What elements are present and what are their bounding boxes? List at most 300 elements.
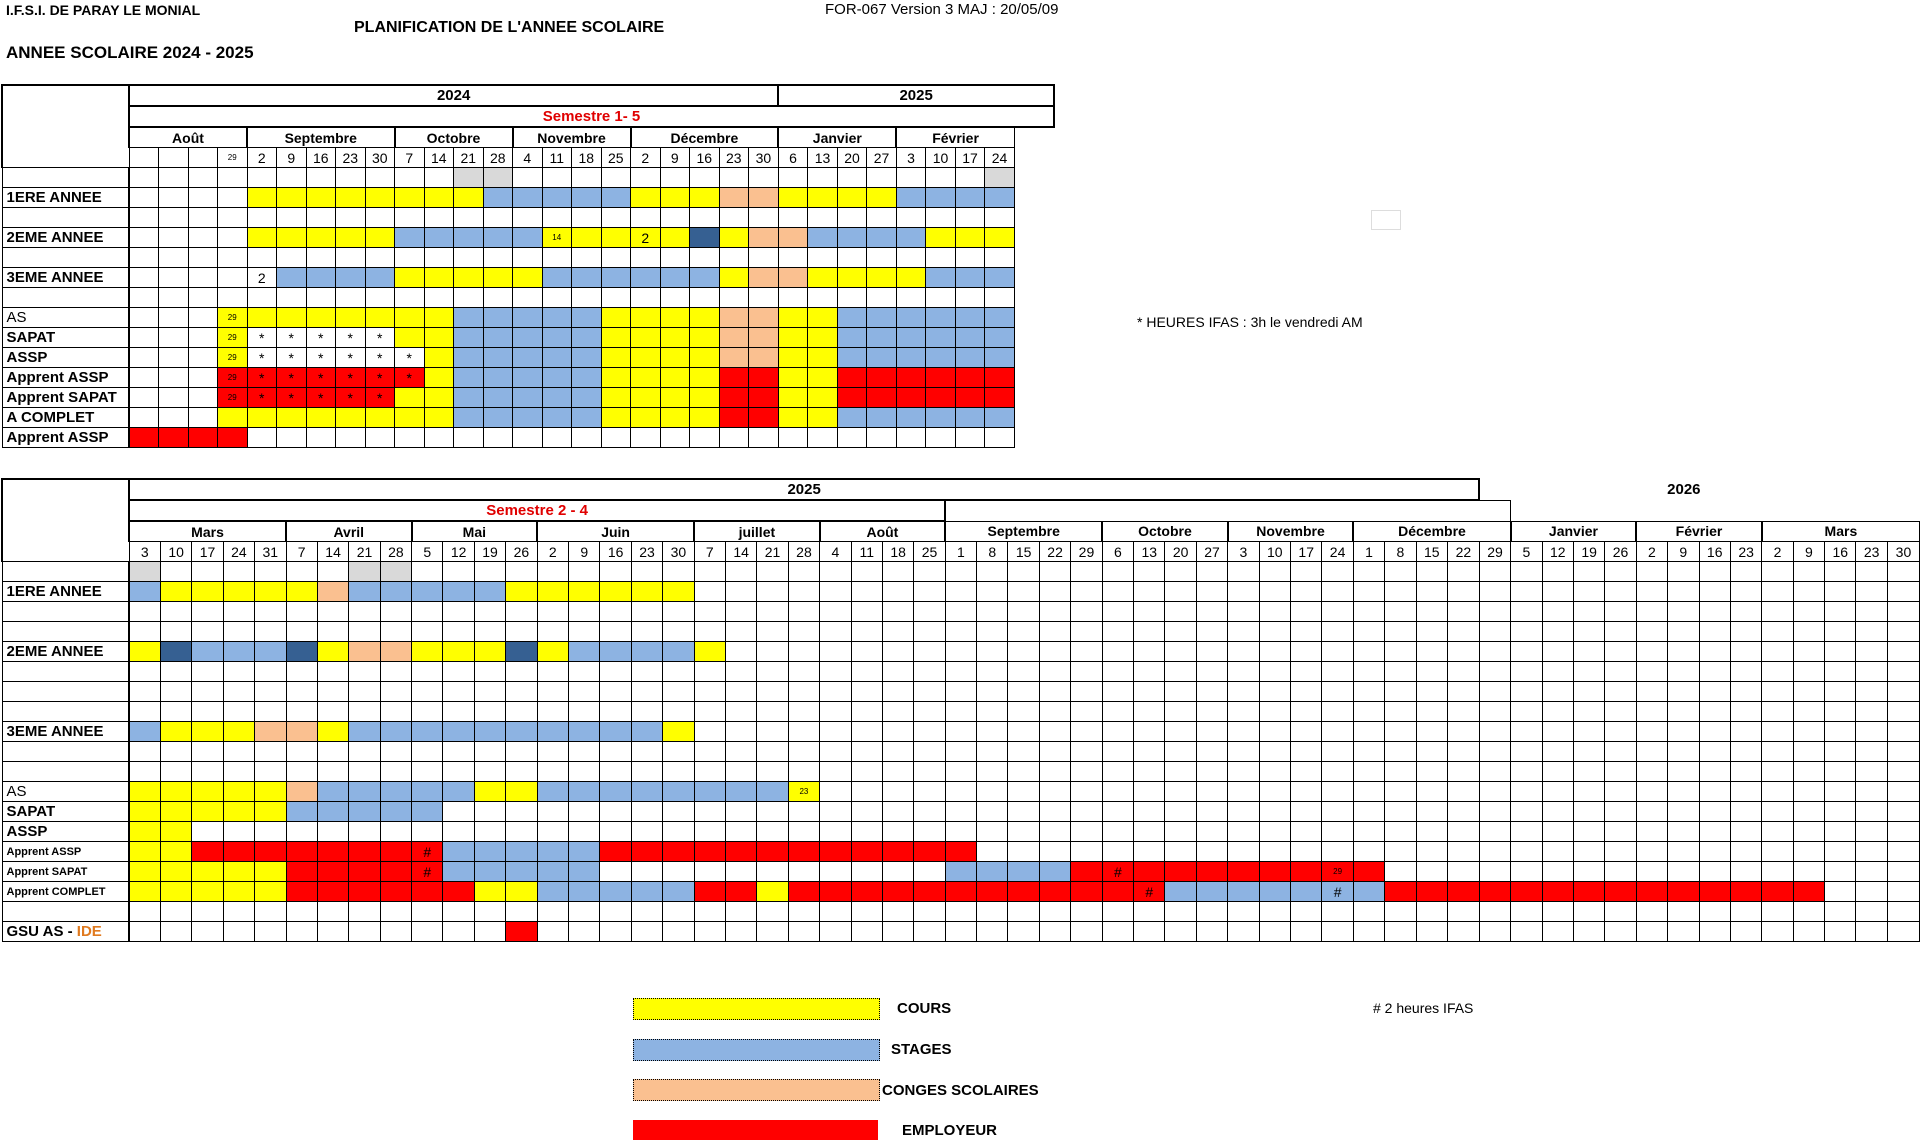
plan-cell	[1008, 562, 1039, 582]
plan-cell	[395, 328, 425, 348]
plan-cell	[474, 882, 505, 902]
plan-cell	[808, 328, 838, 348]
plan-cell	[129, 248, 159, 268]
plan-cell	[1825, 862, 1856, 882]
day-header: 31	[255, 542, 286, 562]
plan-cell	[1039, 722, 1070, 742]
plan-cell	[1542, 682, 1573, 702]
plan-cell	[1353, 842, 1384, 862]
plan-cell	[1196, 682, 1227, 702]
plan-cell	[317, 842, 348, 862]
plan-cell: *	[277, 368, 307, 388]
schedule-row	[2, 348, 1054, 368]
plan-cell	[1165, 762, 1196, 782]
plan-cell	[188, 268, 218, 288]
plan-cell	[286, 562, 317, 582]
plan-cell	[1447, 622, 1479, 642]
plan-cell	[955, 408, 985, 428]
row-label	[2, 562, 129, 582]
plan-cell	[757, 622, 788, 642]
plan-cell	[1039, 582, 1070, 602]
plan-cell	[306, 248, 336, 268]
plan-cell	[380, 722, 411, 742]
plan-cell	[1353, 762, 1384, 782]
plan-cell	[1573, 582, 1604, 602]
plan-cell	[218, 208, 248, 228]
plan-cell	[1887, 862, 1919, 882]
plan-cell	[985, 428, 1015, 448]
plan-cell	[985, 328, 1015, 348]
plan-cell: 29	[1322, 862, 1353, 882]
plan-cell	[129, 762, 160, 782]
plan-cell	[788, 842, 819, 862]
plan-cell	[955, 228, 985, 248]
month-row	[2, 521, 1920, 542]
plan-cell	[1259, 662, 1290, 682]
plan-cell	[1416, 842, 1447, 862]
plan-cell	[513, 428, 543, 448]
plan-cell	[1416, 882, 1447, 902]
plan-cell	[690, 368, 720, 388]
plan-cell	[1416, 742, 1447, 762]
plan-cell	[1259, 842, 1290, 862]
plan-cell	[255, 642, 286, 662]
day-header: 28	[380, 542, 411, 562]
plan-cell	[1196, 722, 1227, 742]
day-header: 3	[1228, 542, 1259, 562]
plan-cell	[694, 582, 725, 602]
plan-cell	[1291, 702, 1322, 722]
plan-cell	[1573, 682, 1604, 702]
plan-cell	[663, 682, 694, 702]
plan-cell	[1071, 562, 1102, 582]
plan-cell	[719, 428, 749, 448]
plan-cell	[506, 642, 537, 662]
row-label	[2, 168, 129, 188]
plan-cell	[286, 702, 317, 722]
plan-cell: *	[365, 348, 395, 368]
plan-cell	[306, 308, 336, 328]
day-header: 2	[1762, 542, 1793, 562]
plan-cell	[694, 702, 725, 722]
plan-cell	[1385, 762, 1416, 782]
plan-cell	[1856, 642, 1887, 662]
plan-cell	[926, 368, 956, 388]
plan-cell	[1887, 582, 1919, 602]
plan-cell	[1479, 862, 1510, 882]
plan-cell	[1730, 562, 1761, 582]
plan-cell	[601, 188, 631, 208]
plan-cell	[218, 268, 248, 288]
plan-cell	[719, 308, 749, 328]
plan-cell	[663, 882, 694, 902]
plan-cell	[945, 662, 976, 682]
row-label: Apprent SAPAT	[2, 388, 129, 408]
plan-cell	[483, 328, 513, 348]
day-row	[2, 148, 1054, 168]
plan-cell	[1228, 662, 1259, 682]
spacer-row	[2, 602, 1920, 622]
plan-cell	[1259, 902, 1290, 922]
row-label	[2, 742, 129, 762]
year-header: 2024	[129, 85, 778, 106]
plan-cell	[1825, 922, 1856, 942]
plan-cell	[537, 562, 568, 582]
plan-cell	[1636, 902, 1667, 922]
plan-cell	[1762, 582, 1793, 602]
plan-cell	[349, 882, 380, 902]
plan-cell	[188, 228, 218, 248]
plan-cell	[286, 582, 317, 602]
plan-cell	[1825, 662, 1856, 682]
plan-cell	[569, 642, 600, 662]
plan-cell	[483, 208, 513, 228]
plan-cell	[1165, 562, 1196, 582]
day-header: 23	[719, 148, 749, 168]
plan-cell	[985, 348, 1015, 368]
plan-cell	[725, 562, 756, 582]
plan-cell	[412, 622, 443, 642]
plan-cell	[631, 842, 662, 862]
plan-cell	[977, 882, 1008, 902]
plan-cell	[896, 288, 926, 308]
plan-cell	[926, 168, 956, 188]
plan-cell	[837, 368, 867, 388]
plan-cell	[600, 742, 631, 762]
plan-cell	[1416, 762, 1447, 782]
plan-cell	[1353, 722, 1384, 742]
schedule-row	[2, 722, 1920, 742]
plan-cell	[694, 742, 725, 762]
plan-cell	[537, 682, 568, 702]
plan-cell	[837, 208, 867, 228]
plan-cell	[537, 702, 568, 722]
plan-cell	[1542, 742, 1573, 762]
plan-cell	[1511, 922, 1542, 942]
spacer-row	[2, 168, 1054, 188]
semester-title: Semestre 1- 5	[129, 106, 1054, 127]
plan-cell	[1196, 662, 1227, 682]
plan-cell	[1793, 802, 1824, 822]
plan-cell	[1291, 762, 1322, 782]
plan-cell	[1134, 802, 1165, 822]
plan-cell	[896, 188, 926, 208]
plan-cell	[1102, 742, 1133, 762]
plan-cell	[694, 602, 725, 622]
plan-cell	[1479, 562, 1510, 582]
plan-cell	[1322, 902, 1353, 922]
plan-cell	[255, 722, 286, 742]
plan-cell	[749, 428, 779, 448]
plan-cell	[955, 288, 985, 308]
plan-cell	[483, 268, 513, 288]
plan-cell	[537, 762, 568, 782]
month-header: Novembre	[513, 127, 631, 148]
plan-cell	[867, 228, 897, 248]
plan-cell	[690, 288, 720, 308]
plan-cell	[1196, 562, 1227, 582]
plan-cell	[788, 602, 819, 622]
plan-cell	[725, 722, 756, 742]
day-header: 19	[474, 542, 505, 562]
plan-cell	[1353, 582, 1384, 602]
plan-cell	[1762, 802, 1793, 822]
plan-cell	[660, 228, 690, 248]
plan-cell	[1259, 802, 1290, 822]
plan-cell	[569, 782, 600, 802]
plan-cell	[443, 682, 474, 702]
plan-cell	[725, 642, 756, 662]
plan-cell	[896, 348, 926, 368]
plan-cell	[1573, 562, 1604, 582]
plan-cell	[1165, 882, 1196, 902]
plan-cell	[569, 702, 600, 722]
plan-cell	[277, 248, 307, 268]
plan-cell	[788, 582, 819, 602]
plan-cell	[1291, 782, 1322, 802]
plan-cell	[336, 408, 366, 428]
plan-cell	[218, 408, 248, 428]
plan-cell	[192, 782, 223, 802]
month-header: Janvier	[778, 127, 896, 148]
plan-cell	[223, 782, 254, 802]
plan-cell	[1668, 622, 1699, 642]
plan-cell	[542, 328, 572, 348]
plan-cell	[600, 782, 631, 802]
plan-cell	[1447, 882, 1479, 902]
plan-cell	[725, 682, 756, 702]
plan-cell	[1762, 902, 1793, 922]
row-label	[2, 602, 129, 622]
plan-cell	[808, 248, 838, 268]
plan-cell	[336, 288, 366, 308]
plan-cell	[985, 228, 1015, 248]
plan-cell	[1511, 562, 1542, 582]
plan-cell	[955, 328, 985, 348]
plan-cell: 2	[631, 228, 661, 248]
plan-cell	[985, 288, 1015, 308]
plan-cell	[757, 702, 788, 722]
day-header: 10	[926, 148, 956, 168]
plan-cell	[663, 862, 694, 882]
plan-cell	[778, 388, 808, 408]
plan-cell	[985, 408, 1015, 428]
plan-cell	[277, 208, 307, 228]
legend-label-cours: COURS	[897, 1000, 952, 1017]
plan-cell	[1762, 562, 1793, 582]
plan-cell	[159, 328, 189, 348]
plan-cell	[317, 802, 348, 822]
plan-cell	[719, 228, 749, 248]
plan-cell	[1762, 602, 1793, 622]
plan-cell	[660, 428, 690, 448]
plan-cell	[694, 622, 725, 642]
plan-cell: 29	[218, 368, 248, 388]
plan-cell	[1039, 822, 1070, 842]
plan-cell	[1699, 802, 1730, 822]
plan-cell	[1134, 642, 1165, 662]
plan-cell	[694, 642, 725, 662]
plan-cell	[896, 248, 926, 268]
plan-cell	[663, 602, 694, 622]
row-label	[2, 662, 129, 682]
label-column-header	[2, 500, 129, 521]
plan-cell	[192, 762, 223, 782]
plan-cell	[542, 308, 572, 328]
plan-cell	[218, 228, 248, 248]
plan-cell	[192, 802, 223, 822]
plan-cell	[977, 742, 1008, 762]
plan-cell	[945, 622, 976, 642]
plan-cell	[631, 248, 661, 268]
plan-cell	[1416, 642, 1447, 662]
plan-cell	[778, 168, 808, 188]
plan-cell	[380, 822, 411, 842]
plan-cell	[663, 842, 694, 862]
plan-cell	[506, 862, 537, 882]
plan-cell	[412, 902, 443, 922]
plan-cell	[506, 842, 537, 862]
plan-cell	[349, 782, 380, 802]
plan-cell	[1699, 862, 1730, 882]
plan-cell	[1699, 842, 1730, 862]
plan-cell	[1762, 922, 1793, 942]
plan-cell	[349, 802, 380, 822]
plan-cell	[1605, 902, 1636, 922]
plan-cell	[159, 268, 189, 288]
plan-cell	[631, 902, 662, 922]
plan-cell	[1479, 802, 1510, 822]
plan-cell	[1511, 582, 1542, 602]
day-header: 20	[837, 148, 867, 168]
plan-cell	[882, 742, 913, 762]
plan-cell	[255, 662, 286, 682]
plan-cell	[851, 622, 882, 642]
row-label	[2, 702, 129, 722]
plan-cell	[1102, 882, 1133, 902]
plan-cell	[820, 602, 851, 622]
plan-cell	[1353, 622, 1384, 642]
day-header: 23	[1730, 542, 1761, 562]
plan-cell	[808, 348, 838, 368]
plan-cell	[365, 268, 395, 288]
plan-cell	[1196, 742, 1227, 762]
plan-cell	[443, 902, 474, 922]
month-header: Février	[1636, 521, 1762, 542]
day-header: 1	[945, 542, 976, 562]
plan-cell	[395, 208, 425, 228]
plan-cell	[286, 642, 317, 662]
plan-cell	[601, 208, 631, 228]
plan-cell	[867, 388, 897, 408]
plan-cell	[1887, 882, 1919, 902]
plan-cell	[694, 842, 725, 862]
plan-cell	[572, 428, 602, 448]
plan-cell	[631, 722, 662, 742]
plan-cell	[926, 188, 956, 208]
day-header: 24	[1322, 542, 1353, 562]
plan-cell	[1322, 682, 1353, 702]
plan-cell	[1479, 602, 1510, 622]
plan-cell	[1699, 822, 1730, 842]
plan-cell	[1573, 822, 1604, 842]
plan-cell	[749, 408, 779, 428]
plan-cell: *	[277, 388, 307, 408]
plan-cell	[690, 408, 720, 428]
plan-cell	[1668, 682, 1699, 702]
plan-cell	[192, 742, 223, 762]
plan-cell	[600, 802, 631, 822]
plan-cell	[1416, 702, 1447, 722]
plan-cell	[336, 168, 366, 188]
plan-cell	[277, 288, 307, 308]
plan-cell	[542, 428, 572, 448]
plan-cell	[631, 268, 661, 288]
label-column-header	[2, 127, 129, 148]
plan-cell	[506, 622, 537, 642]
plan-cell	[808, 368, 838, 388]
plan-cell	[1573, 722, 1604, 742]
plan-cell	[1165, 822, 1196, 842]
plan-cell	[690, 308, 720, 328]
plan-cell	[218, 428, 248, 448]
plan-cell	[778, 328, 808, 348]
plan-cell	[286, 902, 317, 922]
plan-cell	[572, 328, 602, 348]
plan-cell	[926, 428, 956, 448]
plan-cell	[286, 802, 317, 822]
plan-cell	[1134, 722, 1165, 742]
plan-cell	[1511, 662, 1542, 682]
plan-cell	[1887, 822, 1919, 842]
plan-cell	[663, 822, 694, 842]
plan-cell	[537, 842, 568, 862]
plan-cell	[443, 562, 474, 582]
plan-cell: 29	[218, 328, 248, 348]
plan-cell	[569, 722, 600, 742]
plan-cell: 23	[788, 782, 819, 802]
plan-cell	[349, 582, 380, 602]
plan-cell	[424, 168, 454, 188]
plan-cell	[286, 662, 317, 682]
plan-cell	[1668, 782, 1699, 802]
plan-cell	[277, 268, 307, 288]
plan-cell	[1322, 762, 1353, 782]
plan-cell	[725, 622, 756, 642]
plan-cell	[1008, 822, 1039, 842]
plan-cell	[317, 702, 348, 722]
plan-cell	[600, 622, 631, 642]
plan-cell	[1353, 882, 1384, 902]
plan-cell	[1605, 822, 1636, 842]
plan-cell	[247, 168, 277, 188]
plan-cell	[694, 782, 725, 802]
schedule-row	[2, 188, 1054, 208]
plan-cell	[506, 702, 537, 722]
plan-cell	[1353, 862, 1384, 882]
row-label: 1ERE ANNEE	[2, 582, 129, 602]
plan-cell	[1511, 902, 1542, 922]
plan-cell	[129, 682, 160, 702]
plan-cell	[690, 428, 720, 448]
plan-cell	[247, 188, 277, 208]
plan-cell	[349, 822, 380, 842]
empty-cell-box	[1371, 210, 1401, 230]
plan-cell	[286, 722, 317, 742]
plan-cell	[159, 388, 189, 408]
plan-cell	[1856, 842, 1887, 862]
plan-cell	[1605, 682, 1636, 702]
